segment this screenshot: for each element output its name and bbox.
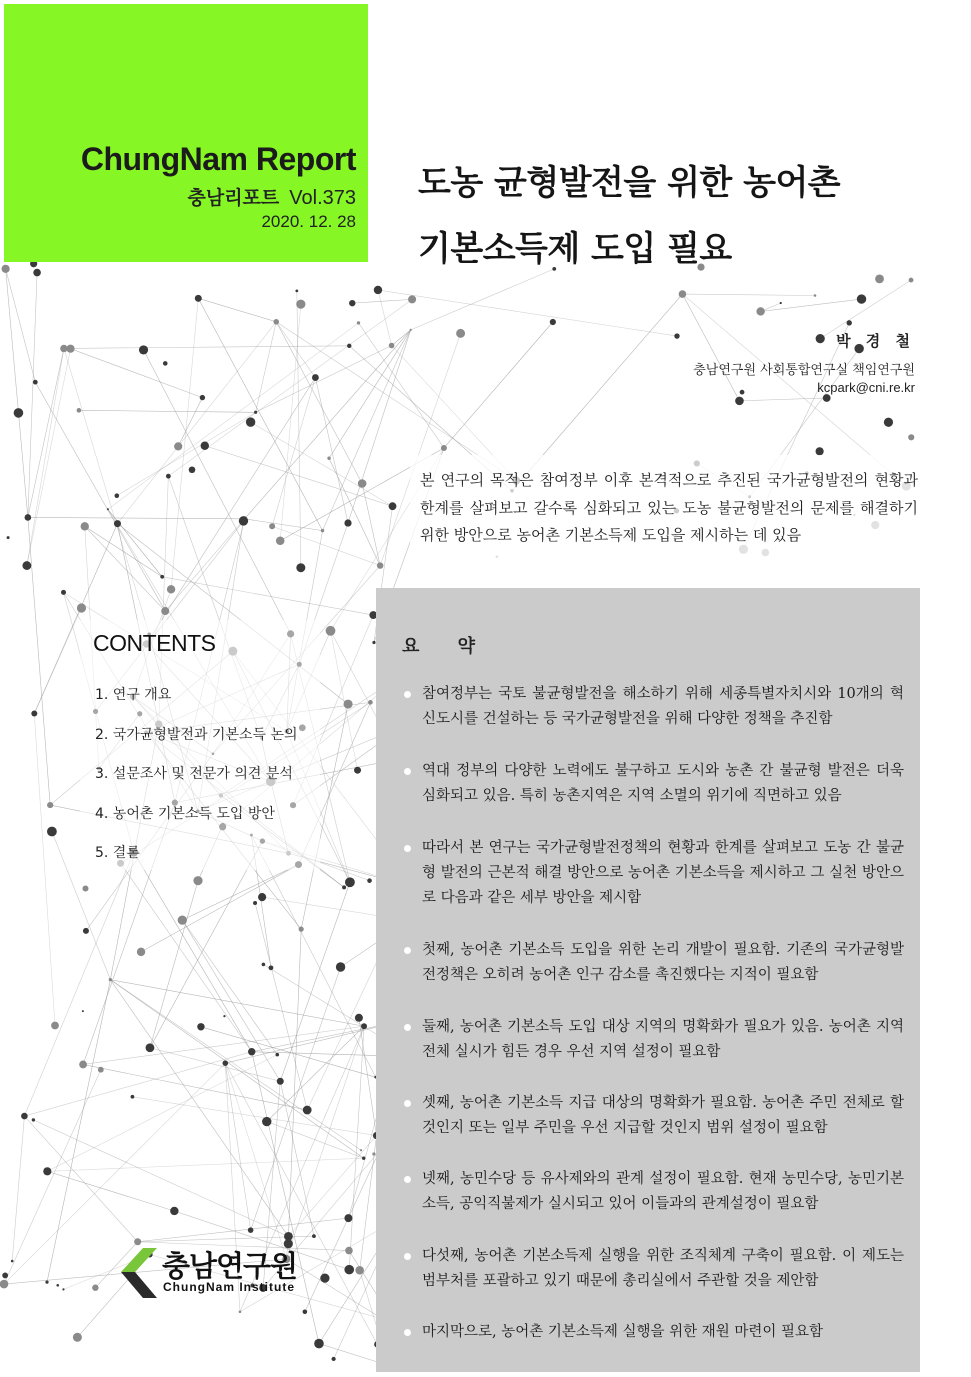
network-line: [288, 929, 301, 1236]
network-node: [21, 1113, 28, 1120]
title-line-1: 도농 균형발전을 위한 농어촌: [418, 163, 841, 203]
summary-item: [404, 1167, 904, 1217]
network-line: [251, 967, 341, 1230]
network-line: [85, 526, 165, 611]
network-node: [367, 878, 372, 883]
network-node: [355, 1014, 363, 1022]
network-node: [816, 334, 825, 343]
network-node: [167, 585, 175, 593]
bullet-icon: [404, 1100, 411, 1107]
summary-item-text: 마지막으로, 농어촌 기본소득제 실행을 위한 재원 마련이 필요함: [422, 1324, 824, 1340]
bullet-icon: [404, 1253, 411, 1260]
network-node: [735, 397, 744, 406]
network-node: [326, 626, 336, 636]
logo-korean-name: 충남연구원: [162, 1249, 298, 1283]
network-node: [14, 408, 24, 418]
network-node: [344, 1265, 354, 1275]
network-node: [83, 928, 89, 934]
bullet-icon: [404, 768, 411, 775]
network-node: [368, 700, 373, 705]
summary-item-text: 둘째, 농어촌 기본소득 도입 대상 지역의 명확화가 필요가 있음. 농어촌 지역 전체 실시가 힘든 경우 우선 지역 설정이 필요함: [422, 1019, 904, 1060]
network-line: [134, 852, 252, 1052]
network-line: [323, 330, 411, 531]
network-line: [392, 330, 411, 346]
network-line: [64, 346, 349, 349]
network-line: [34, 714, 55, 1026]
network-node: [81, 522, 89, 530]
network-line: [64, 348, 149, 634]
network-node: [303, 1106, 312, 1115]
network-node: [269, 523, 275, 529]
summary-item-text: 첫째, 농어촌 기본소득 도입을 위한 논리 개발이 필요함. 기존의 국가균형발전정책은 오히려 농어촌 인구 감소를 촉진했다는 지적이 필요함: [422, 942, 904, 983]
network-line: [245, 519, 323, 531]
network-line: [225, 1022, 398, 1063]
network-line: [280, 1081, 314, 1236]
network-node: [146, 1043, 155, 1052]
network-node: [33, 380, 38, 385]
network-line: [352, 299, 412, 303]
summary-item-text: 다섯째, 농어촌 기본소득제 실행을 위한 조직체계 구축이 필요함. 이 제도는 범부처를 포괄하고 있기 때문에 총리실에서 주관할 것을 제안함: [422, 1248, 904, 1289]
contents-item[interactable]: 4. 농어촌 기본소득 도입 방안: [95, 805, 275, 822]
network-node: [354, 767, 361, 774]
network-line: [24, 1116, 137, 1242]
summary-item: [404, 836, 904, 911]
network-node: [336, 962, 345, 971]
network-node: [77, 408, 82, 413]
summary-item: [404, 1244, 904, 1294]
network-line: [358, 323, 443, 448]
network-node: [25, 514, 32, 521]
network-node: [92, 1285, 98, 1291]
network-node: [273, 319, 279, 325]
network-node: [347, 344, 351, 348]
network-node: [312, 1234, 316, 1238]
network-line: [4, 1070, 101, 1284]
network-node: [361, 1023, 367, 1029]
network-node: [327, 457, 330, 460]
network-node: [320, 1274, 329, 1283]
network-line: [110, 980, 361, 1151]
series-line: [120, 183, 356, 210]
network-node: [357, 321, 360, 324]
title-line-2: 기본소득제 도입 필요: [418, 229, 732, 269]
abstract-text: 본 연구의 목적은 참여정부 이후 본격적으로 추진된 국가균형발전의 현황과 한계를 살펴보고 갈수록 심화되고 있는 도농 불균형발전의 문제를 해결하기 위한 방안으로 농어촌 기본소득제 도입을 제시하는 데 있음: [420, 471, 918, 544]
network-line: [329, 330, 411, 458]
network-node: [82, 885, 88, 891]
network-line: [121, 863, 252, 1051]
network-node: [342, 885, 346, 889]
network-node: [170, 1207, 178, 1215]
contents-item[interactable]: 2. 국가균형발전과 기본소득 논의: [95, 726, 298, 743]
network-node: [814, 294, 817, 297]
network-node: [679, 290, 687, 298]
bullet-icon: [404, 845, 411, 852]
network-line: [315, 378, 348, 523]
network-line: [245, 330, 411, 519]
network-line: [330, 631, 357, 770]
network-node: [109, 978, 112, 981]
network-node: [332, 1357, 336, 1361]
network-node: [47, 827, 57, 837]
bullet-icon: [404, 1024, 411, 1031]
summary-item: [404, 1015, 904, 1065]
network-node: [262, 963, 266, 967]
network-node: [344, 700, 353, 709]
network-node: [56, 1284, 59, 1287]
network-line: [251, 422, 393, 506]
network-node: [253, 901, 257, 905]
network-node: [248, 1048, 255, 1055]
network-node: [137, 948, 145, 956]
network-node: [0, 1280, 8, 1289]
network-node: [22, 561, 31, 570]
network-line: [198, 298, 276, 321]
network-node: [51, 1022, 59, 1030]
bullet-icon: [404, 1329, 411, 1336]
network-line: [79, 410, 256, 412]
network-line: [360, 1136, 377, 1271]
network-node: [262, 1117, 271, 1126]
network-line: [349, 1026, 364, 1269]
network-line: [6, 269, 28, 518]
network-line: [47, 1055, 277, 1172]
network-line: [28, 517, 50, 805]
network-line: [225, 1063, 250, 1230]
network-node: [45, 1281, 48, 1284]
network-node: [908, 434, 914, 440]
network-node: [139, 345, 148, 354]
network-node: [847, 320, 852, 325]
network-node: [884, 418, 893, 427]
network-line: [362, 483, 380, 565]
network-node: [178, 916, 187, 925]
network-node: [61, 590, 66, 595]
network-line: [28, 517, 245, 518]
network-node: [2, 1273, 8, 1279]
network-node: [857, 294, 866, 303]
network-node: [7, 536, 10, 539]
network-node: [246, 417, 255, 426]
contents-item[interactable]: 5. 결론: [95, 845, 140, 861]
network-line: [378, 290, 677, 336]
network-node: [11, 1260, 14, 1263]
network-node: [248, 1227, 254, 1233]
network-node: [344, 519, 351, 526]
network-line: [83, 1026, 364, 1064]
network-node: [408, 295, 416, 303]
network-line: [348, 330, 411, 523]
network-node: [197, 1023, 204, 1030]
network-node: [550, 319, 556, 325]
network-line: [27, 348, 64, 565]
network-node: [107, 508, 109, 510]
network-node: [201, 442, 209, 450]
network-node: [62, 1288, 64, 1290]
network-node: [296, 563, 305, 572]
network-node: [355, 1266, 364, 1275]
volume-number: Vol.373: [289, 187, 356, 209]
summary-item: [404, 938, 904, 988]
network-node: [161, 607, 169, 615]
network-node: [374, 286, 382, 294]
network-line: [35, 382, 165, 611]
network-node: [166, 474, 171, 479]
network-node: [160, 575, 164, 579]
network-node: [73, 1333, 82, 1342]
network-node: [389, 502, 397, 510]
network-node: [239, 1310, 242, 1313]
network-node: [200, 395, 205, 400]
network-line: [256, 346, 392, 413]
summary-item-text: 참여정부는 국토 불균형발전을 해소하기 위해 세종특별자치시와 10개의 혁신도시를 건설하는 등 국가균형발전을 위해 다양한 정책을 추진함: [422, 686, 904, 727]
network-node: [275, 1053, 279, 1057]
report-brand: ChungNam Report: [80, 141, 356, 177]
network-line: [110, 980, 363, 1159]
network-node: [377, 562, 383, 568]
network-node: [31, 711, 37, 717]
network-line: [272, 378, 315, 527]
author-email[interactable]: kcpark@cni.re.kr: [817, 380, 915, 395]
network-line: [444, 322, 553, 448]
network-node: [816, 447, 824, 455]
network-line: [286, 1026, 364, 1259]
network-line: [682, 294, 815, 295]
network-node: [303, 1309, 308, 1314]
summary-item-text: 역대 정부의 다양한 노력에도 불구하고 도시와 농촌 간 불균형 발전은 더욱 심화되고 있음. 특히 농촌지역은 지역 소멸의 위기에 직면하고 있음: [422, 763, 904, 804]
network-node: [189, 466, 196, 473]
network-line: [34, 608, 81, 714]
network-node: [299, 927, 304, 932]
network-node: [312, 374, 319, 381]
network-node: [258, 893, 266, 901]
summary-item: [404, 759, 904, 809]
network-line: [205, 446, 393, 506]
network-node: [456, 329, 465, 338]
network-node: [2, 265, 10, 273]
network-node: [344, 1214, 352, 1222]
network-node: [780, 302, 782, 304]
network-node: [195, 295, 202, 302]
network-node: [222, 1060, 228, 1066]
network-node: [674, 333, 679, 338]
network-node: [410, 329, 412, 331]
network-node: [33, 269, 41, 277]
bullet-icon: [404, 947, 411, 954]
network-node: [242, 516, 247, 521]
bullet-icon: [404, 691, 411, 698]
network-node: [277, 1078, 284, 1085]
contents-title: CONTENTS: [93, 630, 216, 656]
network-line: [85, 526, 162, 576]
network-line: [108, 509, 162, 577]
summary-item-text: 따라서 본 연구는 국가균형발전정책의 현황과 한계를 살펴보고 도농 간 불균형 발전의 근본적 해결 방안으로 농어촌 기본소득을 제시하고 그 실천 방안으로 다음과 같은 세부 방안을 제시함: [422, 840, 904, 906]
network-node: [254, 411, 257, 414]
network-node: [79, 1061, 87, 1069]
network-node: [296, 300, 305, 309]
network-line: [6, 269, 36, 382]
network-line: [198, 298, 322, 530]
network-node: [115, 493, 120, 498]
network-node: [321, 529, 324, 532]
summary-item: [404, 682, 904, 732]
network-node: [223, 1015, 225, 1017]
network-node: [77, 603, 86, 612]
report-title: [418, 150, 938, 282]
author-name: 박 경 철: [836, 332, 915, 350]
network-line: [165, 519, 244, 611]
contents-item[interactable]: 3. 설문조사 및 전문가 의견 분석: [95, 766, 293, 782]
network-line: [83, 1064, 307, 1110]
series-name: 충남리포트: [187, 187, 280, 209]
logo-english-name: ChungNam Institute: [163, 1280, 295, 1294]
network-node: [269, 965, 274, 970]
network-line: [33, 1120, 288, 1237]
network-node: [349, 300, 355, 306]
network-node: [345, 877, 355, 887]
network-node: [345, 1247, 353, 1255]
contents-item[interactable]: 1. 연구 개요: [95, 687, 172, 703]
network-node: [389, 343, 395, 349]
summary-item-text: 넷째, 농민수당 등 유사제와의 관계 설정이 필요함. 현재 농민수당, 농민기본소득, 공익직불제가 실시되고 있어 이들과의 관계설정이 필요함: [422, 1171, 904, 1212]
network-node: [823, 394, 831, 402]
network-node: [43, 1167, 51, 1175]
network-line: [162, 577, 373, 615]
network-line: [378, 290, 392, 346]
network-node: [314, 1339, 324, 1349]
network-node: [66, 345, 74, 353]
summary-heading: 요 약: [402, 636, 492, 657]
network-node: [114, 520, 121, 527]
bullet-icon: [404, 1176, 411, 1183]
network-node: [756, 307, 764, 315]
publication-date: 2020. 12. 28: [261, 212, 356, 231]
network-node: [131, 1095, 135, 1099]
network-node: [82, 1010, 84, 1012]
summary-item: [404, 1091, 904, 1141]
network-line: [682, 294, 739, 401]
network-node: [740, 390, 745, 395]
network-node: [47, 802, 53, 808]
network-node: [441, 445, 447, 451]
network-line: [182, 920, 277, 1054]
network-node: [98, 1067, 104, 1073]
network-line: [178, 398, 202, 447]
summary-item-text: 셋째, 농어촌 기본소득 지급 대상의 명확화가 필요함. 농어촌 주민 전체로 할 것인지 또는 일부 주민을 우선 지급할 것인지 범위 설정이 필요함: [422, 1095, 904, 1136]
network-node: [276, 536, 285, 545]
network-node: [295, 289, 298, 292]
network-node: [163, 361, 168, 366]
network-node: [32, 1118, 35, 1121]
network-node: [358, 479, 367, 488]
contents-list: [95, 681, 298, 879]
network-line: [71, 349, 203, 398]
network-line: [12, 1116, 24, 1261]
network-node: [362, 1157, 365, 1160]
network-line: [132, 1097, 376, 1136]
network-line: [24, 1052, 251, 1116]
summary-item: [404, 1320, 904, 1345]
author-affiliation: 충남연구원 사회통합연구실 책임연구원: [693, 363, 915, 378]
network-node: [174, 442, 182, 450]
network-node: [360, 1149, 362, 1151]
